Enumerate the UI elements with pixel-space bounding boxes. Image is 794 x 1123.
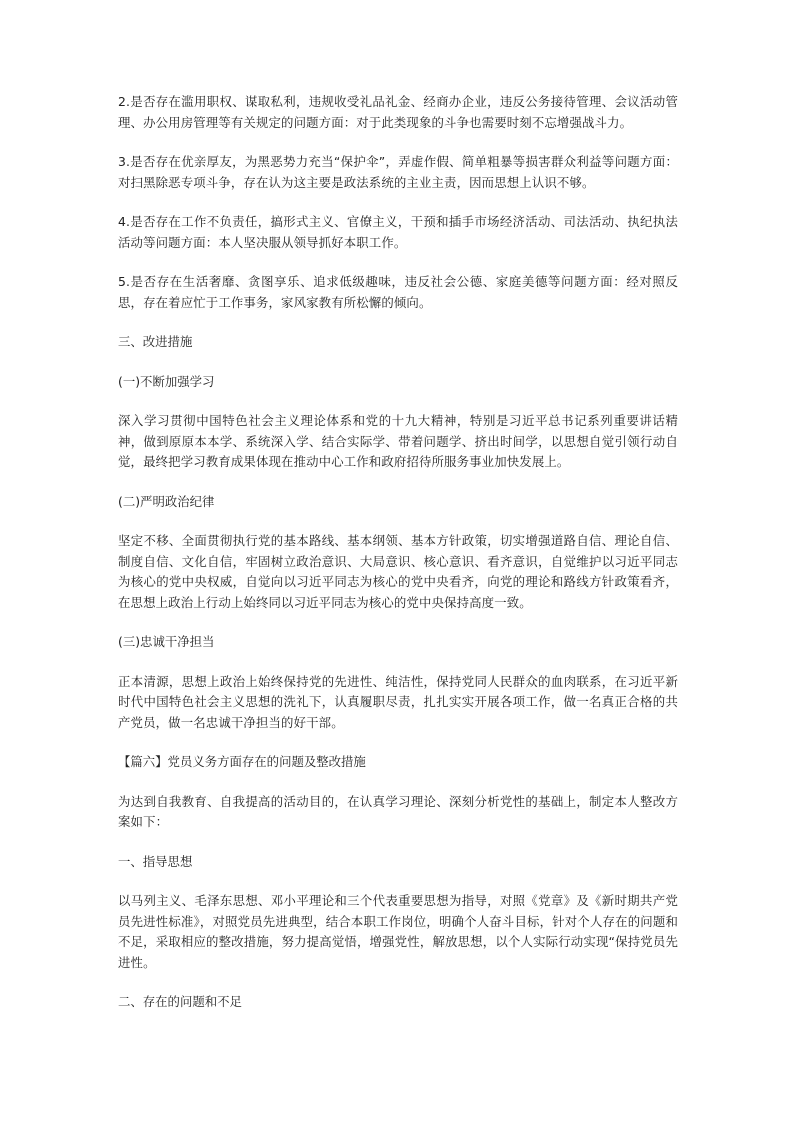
section-heading-improvement-measures: 三、改进措施 <box>118 334 193 349</box>
paragraph-item-5: 5.是否存在生活奢靡、贪图享乐、追求低级趣味，违反社会公德、家庭美德等问题方面：经对照反思，存在着应忙于工作事务，家风家教有所松懈的倾向。 <box>118 274 678 310</box>
section-heading-guiding-ideology: 一、指导思想 <box>118 853 193 869</box>
document-body <box>118 92 678 1013</box>
paragraph-item-2: 2.是否存在滥用职权、谋取私利，违规收受礼品礼金、经商办企业，违反公务接待管理、会议活动管理、办公用房管理等有关规定的问题方面：对于此类现象的斗争也需要时刻不忘增强战斗力。 <box>118 94 678 130</box>
paragraph-intro: 为达到自我教育、自我提高的活动目的，在认真学习理论、深刻分析党性的基础上，制定本人整改方案如下： <box>118 793 678 829</box>
paragraph-item-4: 4.是否存在工作不负责任，搞形式主义、官僚主义，干预和插手市场经济活动、司法活动、执纪执法活动等问题方面：本人坚决服从领导抓好本职工作。 <box>118 214 678 250</box>
paragraph-guiding-ideology: 以马列主义、毛泽东思想、邓小平理论和三个代表重要思想为指导，对照《党章》及《新时期共产党员先进性标准》，对照党员先进典型，结合本职工作岗位，明确个人奋斗目标，针对个人存在的问题和不足，采取相应的整改措施，努力提高觉悟，增强党性，解放思想，以个人实际行动实现“保持党员先进性。 <box>118 893 678 970</box>
article-title-part-six: 【篇六】党员义务方面存在的问题及整改措施 <box>118 754 366 769</box>
paragraph-study: 深入学习贯彻中国特色社会主义理论体系和党的十九大精神，特别是习近平总书记系列重要讲话精神，做到原原本本学、系统深入学、结合实际学、带着问题学、挤出时间学，以思想自觉引领行动自觉，最终把学习教育成果体现在推动中心工作和政府招待所服务事业加快发展上。 <box>118 413 678 469</box>
subheading-loyal-clean: (三)忠诚干净担当 <box>118 634 215 649</box>
subheading-strengthen-study: (一)不断加强学习 <box>118 373 215 389</box>
paragraph-political-discipline: 坚定不移、全面贯彻执行党的基本路线、基本纲领、基本方针政策，切实增强道路自信、理论自信、制度自信、文化自信，牢固树立政治意识、大局意识、核心意识、看齐意识，自觉维护以习近平同志为核心的党中央权威，自觉向以习近平同志为核心的党中央看齐，向党的理论和路线方针政策看齐，在思想上政治上行动上始终同以习近平同志为核心的党中央保持高度一致。 <box>118 533 678 610</box>
section-heading-problems: 二、存在的问题和不足 <box>118 994 242 1009</box>
paragraph-item-3: 3.是否存在优亲厚友，为黑恶势力充当“保护伞”，弄虚作假、简单粗暴等损害群众利益等问题方面：对扫黑除恶专项斗争，存在认为这主要是政法系统的主业主责，因而思想上认识不够。 <box>118 154 678 190</box>
subheading-political-discipline: (二)严明政治纪律 <box>118 493 215 509</box>
paragraph-loyal-clean: 正本清源，思想上政治上始终保持党的先进性、纯洁性，保持党同人民群众的血肉联系，在习近平新时代中国特色社会主义思想的洗礼下，认真履职尽责，扎扎实实开展各项工作，做一名真正合格的共产党员，做一名忠诚干净担当的好干部。 <box>118 673 678 730</box>
